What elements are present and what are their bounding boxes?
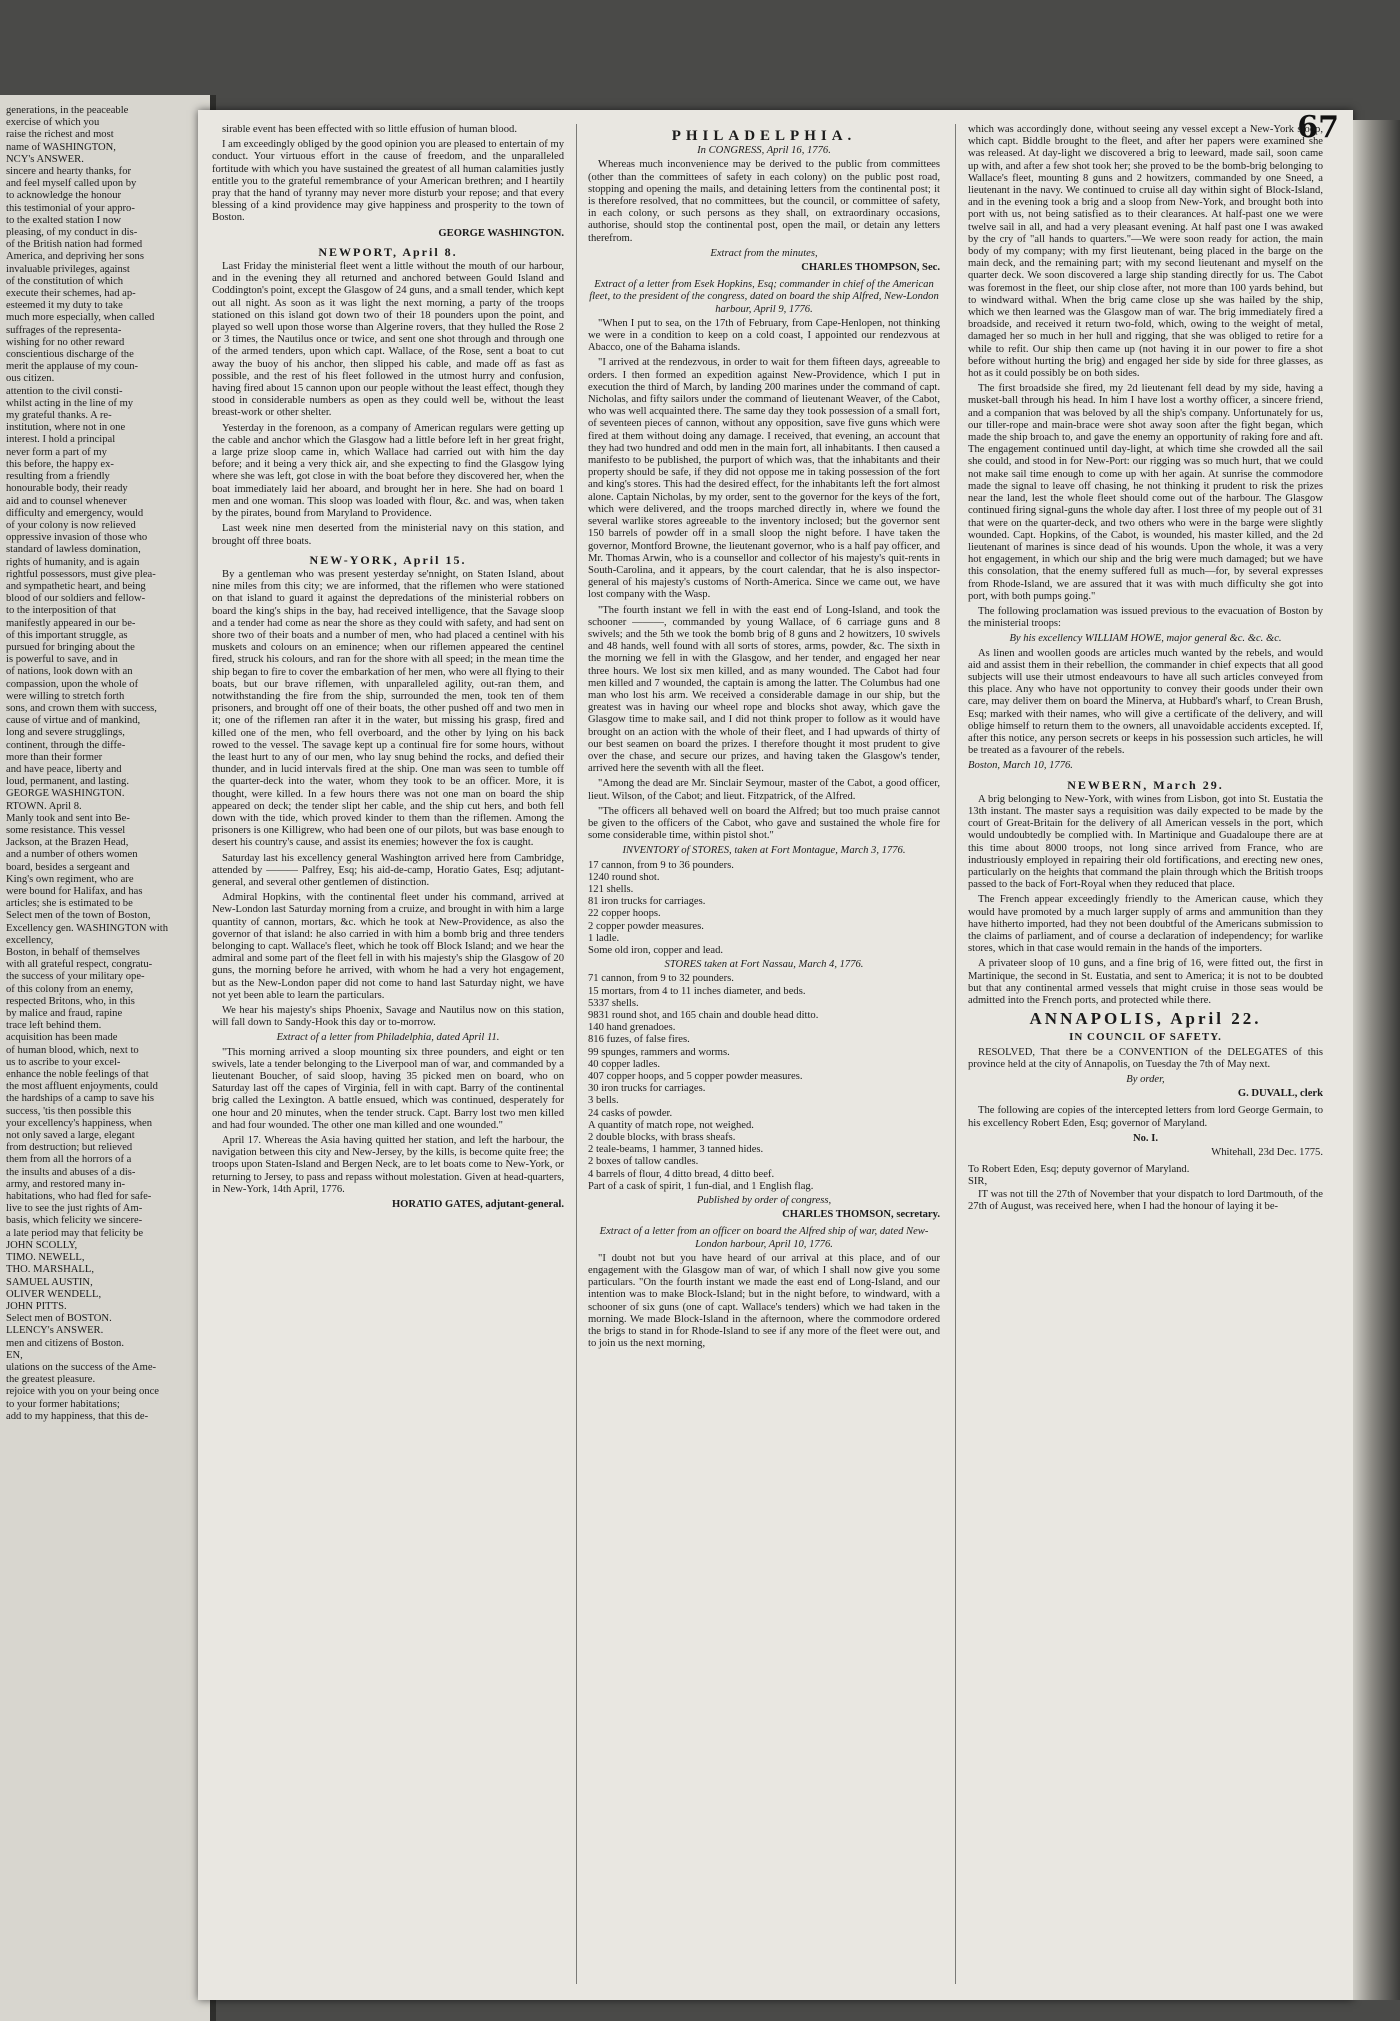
column-2 xyxy=(588,124,940,1994)
page-number: 67 xyxy=(1297,110,1339,145)
left-page-line: rejoice with you on your being once xyxy=(6,1386,159,1398)
left-page-line: success, 'tis then possible this xyxy=(6,1105,132,1117)
left-page-line: institution, where not in one xyxy=(6,422,126,434)
left-page-line: exercise of which you xyxy=(6,117,100,129)
paragraph: "I doubt not but you have heard of our arrival at this place, and of our engagement with the Glasgow man of war, of which I shall now give you some particulars. "On the fourth instant we made the east end of Long-Island, and our intention was to make Block-Island; but in the night before, to windward, with a schooner of six guns (one of capt. Wallace's tenders) which we had taken in the morning. We made Block-Island in the afternoon, where the commodore ordered the brigs to stand in for Rhode-Island to see if any more of the fleet were out, and to join us the next morning, xyxy=(588,1252,940,1350)
left-page-line: pursued for bringing about the xyxy=(6,641,135,653)
paragraph: I am exceedingly obliged by the good opinion you are pleased to entertain of my conduct. Your virtuous effort in the cause of freedom, and the unparalleled fortitude with which you have sustained the greatest of all human calamities justly entitle you to the grateful remembrance of your American brethren; and I heartily pray that the hand of tyranny may never more disturb your repose; and that every blessing of a kind providence may give happiness and prosperity to the town of Boston. xyxy=(212,139,564,224)
left-page-line: JOHN SCOLLY, xyxy=(6,1239,78,1251)
left-page-line: difficulty and emergency, would xyxy=(6,507,144,519)
inventory-item: 81 iron trucks for carriages. xyxy=(588,896,706,908)
letter-salutation: SIR, xyxy=(968,1176,988,1188)
letter-heading: Extract of a letter from Esek Hopkins, Esq; commander in chief of the American fleet, to the president of the congress, dated on board the ship Alfred, New-London harbour, April 9, 1776. xyxy=(589,279,939,315)
paragraph: The following are copies of the intercepted letters from lord George Germain, to his excellency Robert Eden, Esq; governor of Maryland. xyxy=(968,1105,1323,1129)
letter-date: Whitehall, 23d Dec. 1775. xyxy=(1211,1147,1323,1159)
left-page-line: board, besides a sergeant and xyxy=(6,861,130,873)
column-3 xyxy=(968,124,1323,1994)
column-rule xyxy=(955,124,956,1984)
inventory-item: 2 teale-beams, 1 hammer, 3 tanned hides. xyxy=(588,1144,764,1156)
left-page-line: respected Britons, who, in this xyxy=(6,995,135,1007)
left-page-line: RTOWN. April 8. xyxy=(6,800,82,812)
dateline-heading: NEW-YORK, April 15. xyxy=(309,552,467,567)
left-page-line: NCY's ANSWER. xyxy=(6,153,84,165)
left-page-line: resulting from a friendly xyxy=(6,471,110,483)
left-page-line: Select men of BOSTON. xyxy=(6,1313,112,1325)
left-page-line: to the interposition of that xyxy=(6,605,117,617)
paragraph: "The fourth instant we fell in with the east end of Long-Island, and took the schooner ———, commanded by young Wallace, of 6 carriage guns and 8 swivels; and the 5th we took the bomb brig of 8 guns and 2 howitzers, 10 swivels and 48 hands, well found with all sorts of stores, arms, powder, &c. The sixth in the morning we fell in with the Glasgow, and her tender, and engaged her near three hours. We lost six men killed, and as many wounded. The Cabot had four men killed and 7 wounded, the captain is among the latter. The Columbus had one man who lost his arm. We received a considerable damage in our ship, but the greatest was in having our wheel rope and blocks shot away, which gave the Glasgow time to make sail, and I did not think proper to follow as it would have brought on an action with the whole of their fleet, and I had upwards of thirty of our best seamen on board the prizes. I therefore thought it most prudent to give over the chase, and secure our prizes, and having taken the Glasgow's tender, arrived here the seventh with all the fleet. xyxy=(588,604,940,775)
left-page-line: were bound for Halifax, and has xyxy=(6,886,143,897)
left-page-line: compassion, upon the whole of xyxy=(6,678,139,690)
left-page-line: rights of humanity, and is again xyxy=(6,556,140,568)
inventory-item: 4 barrels of flour, 4 ditto bread, 4 ditto beef. xyxy=(588,1168,775,1180)
left-page-line: of the British nation had formed xyxy=(6,239,143,251)
paragraph: Whereas much inconvenience may be derived to the public from committees (other than the committees of safety in each colony) on the public post road, stopping and opening the mails, and detaining letters from the continental post; it is therefore resolved, that no committees, but the council, or committee of safety, in each colony, or such persons as they shall, on extraordinary occasions, authorise, should stop the continental post, open the mail, or detain any letters therefrom. xyxy=(588,159,940,244)
left-page-line: the most affluent enjoyments, could xyxy=(6,1081,158,1093)
left-page-line: invaluable privileges, against xyxy=(6,263,130,275)
inventory-item: Some old iron, copper and lead. xyxy=(588,945,724,956)
left-page-line: Jackson, at the Brazen Head, xyxy=(6,837,129,849)
signature: CHARLES THOMPSON, Sec. xyxy=(801,262,940,274)
letter-addressee: To Robert Eden, Esq; deputy governor of Maryland. xyxy=(968,1164,1190,1176)
left-page-line: this before, the happy ex- xyxy=(6,458,114,470)
left-page-line: of nations, look down with an xyxy=(6,666,133,678)
left-page-line: whilst acting in the line of my xyxy=(6,397,134,409)
paragraph: IT was not till the 27th of November that your dispatch to lord Dartmouth, of the 27th of August, was received here, when I had the honour of laying it be- xyxy=(968,1188,1323,1212)
paragraph: April 17. Whereas the Asia having quitted her station, and left the harbour, the navigation between this city and New-Jersey, by the kills, is become quite free; the troops upon Staten-Island and Bergen Neck, are to let boats come to New-York, or returning to Jersey, to pass and repass without molestation. Given at head-quarters, in New-York, 14th April, 1776. xyxy=(212,1135,564,1195)
left-page-line: men and citizens of Boston. xyxy=(6,1337,124,1349)
signature: CHARLES THOMSON, secretary. xyxy=(782,1209,940,1221)
inventory-item: 1240 round shot. xyxy=(588,871,660,883)
paragraph: Saturday last his excellency general Washington arrived here from Cambridge, attended by ——— Palfrey, Esq; his aid-de-camp, Horatio Gates, Esq; adjutant-general, and several other gentlemen of distinction. xyxy=(212,852,564,888)
left-page-line: sincere and hearty thanks, for xyxy=(6,166,132,178)
inventory-item: 3 bells. xyxy=(588,1095,619,1107)
left-page-line: army, and restored many in- xyxy=(6,1178,126,1190)
inventory-item: 15 mortars, from 4 to 11 inches diameter, and beds. xyxy=(588,985,806,997)
left-page-line: them from all the horrors of a xyxy=(6,1154,132,1166)
left-page-line: articles; she is estimated to be xyxy=(6,898,133,910)
left-page-line: from destruction; but relieved xyxy=(6,1142,133,1154)
inventory-item: A quantity of match rope, not weighed. xyxy=(588,1119,754,1131)
paragraph: As linen and woollen goods are articles much wanted by the rebels, and would aid and assist them in their rebellion, the commander in chief expects that all good subjects will use their utmost endeavours to have all such articles conveyed from this place. Any who have not opportunity to convey their goods under their own care, may deliver them on board the Minerva, at Hubbard's wharf, to Crean Brush, Esq; marked with their names, who will give a certificate of the delivery, and will oblige himself to return them to the owners, all unavoidable accidents excepted. If, after this notice, any person secrets or keeps in his possession such articles, he will be treated as a favourer of the rebels. xyxy=(968,647,1323,757)
paragraph: which was accordingly done, without seeing any vessel except a New-York sloop, which capt. Biddle brought to the fleet, and after her papers were examined she was released. At day-light we discovered a brig to leeward, made sail, soon came up with, and after a few shot took her; she proved to be the bomb-brig belonging to Wallace's fleet, mounting 8 guns and 2 howitzers, commanded by one Sneed, a lieutenant in the navy. We continued to cruise all day within sight of Block-Island, and in the evening took a brig and a sloop from New-York, and brought both into port with us, not being satisfied as to their clearances. At half-past one we were twelve sail in all, and had a very pleasant evening. At half past one I was awaked by the cry of "all hands to quarters."—We were soon ready for action, the main body of my company; with my first lieutenant, being placed in the barge on the main deck, and the remaining part; with my second lieutenant and myself on the quarter deck. We soon discovered a large ship standing directly for us. The Cabot was foremost in the fleet, our ship close after, not more than 100 yards behind, but to windward withal. When the brig came close up she was hailed by the ship, which we then learned was the Glasgow man of war. The brig immediately fired a broadside, and received it return two-fold, which, owing to the weight of metal, damaged her so much in her hull and rigging, that she was obliged to retire for a while to refit. Our ship then came up (not having it in our power to fire a shot before without hurting the brig) and engaged her side by side for three glasses, as hot as it could possibly be on both sides. xyxy=(968,124,1323,380)
left-page-line: enhance the noble feelings of that xyxy=(6,1069,149,1081)
inventory-item: 2 double blocks, with brass sheafs. xyxy=(588,1132,736,1144)
attribution: Published by order of congress, xyxy=(696,1195,832,1207)
left-page-line: ous citizen. xyxy=(6,373,55,385)
congress-heading: In CONGRESS, April 16, 1776. xyxy=(697,145,831,157)
column-1 xyxy=(212,124,564,1994)
inventory-item: 17 cannon, from 9 to 36 pounders. xyxy=(588,859,734,871)
left-page-line: raise the richest and most xyxy=(6,129,114,141)
left-page-line: some resistance. This vessel xyxy=(6,824,126,836)
left-page-line: conscientious discharge of the xyxy=(6,349,134,361)
book-page-edges xyxy=(1353,120,1400,2000)
paragraph: sirable event has been effected with so little effusion of human blood. xyxy=(222,124,517,135)
left-page-line: and have peace, liberty and xyxy=(6,763,122,775)
left-page-line: attention to the civil consti- xyxy=(6,385,123,397)
proclamation-heading: By his excellency WILLIAM HOWE, major general &c. &c. &c. xyxy=(1009,633,1282,645)
left-page-line: to your former habitations; xyxy=(6,1398,120,1410)
inventory-item: 816 fuzes, of false fires. xyxy=(588,1034,690,1046)
letter-heading: Extract of a letter from an officer on board the Alfred ship of war, dated New-London harbour, April 10, 1776. xyxy=(599,1226,929,1250)
left-page-line: is powerful to save, and in xyxy=(6,654,118,666)
left-page-line: of human blood, which, next to xyxy=(6,1044,139,1056)
letter-heading: Extract of a letter from Philadelphia, dated April 11. xyxy=(276,1032,500,1044)
newspaper-page xyxy=(198,110,1353,2000)
left-page-line: oppressive invasion of those who xyxy=(6,532,148,544)
inventory-item: 22 copper hoops. xyxy=(588,908,661,920)
left-page-line: habitations, who had fled for safe- xyxy=(6,1191,152,1203)
left-page-line: and feel myself called upon by xyxy=(6,178,137,190)
inventory-item: 9831 round shot, and 165 chain and double head ditto. xyxy=(588,1010,819,1022)
paragraph: The following proclamation was issued previous to the evacuation of Boston by the ministerial troops: xyxy=(968,605,1323,630)
left-page-line: EN, xyxy=(6,1349,23,1361)
left-page-line: the greatest pleasure. xyxy=(6,1374,96,1386)
paragraph: "The officers all behaved well on board the Alfred; but too much praise cannot be given to the officers of the Cabot, who gave and sustained the whole fire for some considerable time, within pistol shot." xyxy=(588,805,940,842)
inventory-item: 30 iron trucks for carriages. xyxy=(588,1083,706,1095)
left-page-line: by malice and fraud, rapine xyxy=(6,1008,123,1020)
left-facing-page xyxy=(0,95,216,2021)
inventory-item: 24 casks of powder. xyxy=(588,1107,673,1119)
left-page-line: SAMUEL AUSTIN, xyxy=(6,1276,93,1288)
left-page-line: interest. I hold a principal xyxy=(6,434,116,446)
left-page-line: trace left behind them. xyxy=(6,1020,102,1032)
left-page-line: GEORGE WASHINGTON. xyxy=(6,788,125,800)
paragraph: "Among the dead are Mr. Sinclair Seymour, master of the Cabot, a good officer, lieut. Wilson, of the Cabot; and lieut. Fitzpatrick, of the Alfred. xyxy=(588,778,940,802)
paragraph: "This morning arrived a sloop mounting six three pounders, and eight or ten swivels, late a tender belonging to the Liverpool man of war, and commanded by a lieutenant Boucher, of said sloop, having 35 picked men on board, who on Saturday last off the capes of Virginia, fell in with capt. Barry of the continental brig called the Lexington. A battle ensued, which was continued, desperately for one hour and 20 minutes, when the tender struck. Capt. Barry lost two men killed and had four wounded. The other one man killed and one wounded." xyxy=(212,1046,564,1131)
left-page-line: generations, in the peaceable xyxy=(6,105,129,116)
inventory-item: 2 boxes of tallow candles. xyxy=(588,1156,699,1168)
left-page-line: wishing for no other reward xyxy=(6,336,125,348)
left-page-line: and a number of others women xyxy=(6,849,138,861)
inventory-item: 2 copper powder measures. xyxy=(588,920,704,932)
paragraph: A brig belonging to New-York, with wines from Lisbon, got into St. Eustatia the 13th instant. The master says a requisition was daily expected to be made by the court of Great-Britain for the delivery of all American vessels in the port, which would undoubtedly be complied with. In Martinique and Guadaloupe there are at this time about 8000 troops, not long since arrived from France, who are industriously employed in repairing their old fortifications, and erecting new ones, particularly on the heights that command the plain through which the British troops passed to the back of Fort-Royal when they reduced that place. xyxy=(968,793,1323,891)
attribution: Extract from the minutes, xyxy=(710,247,818,259)
inventory-item: 5337 shells. xyxy=(588,997,639,1009)
left-page-line: Excellency gen. WASHINGTON with xyxy=(6,922,169,934)
left-page-line: OLIVER WENDELL, xyxy=(6,1288,102,1300)
inventory-item: 71 cannon, from 9 to 32 pounders. xyxy=(588,973,734,985)
left-page-line: Manly took and sent into Be- xyxy=(6,812,130,824)
left-page-line: honourable body, their ready xyxy=(6,483,128,495)
left-page-line: ulations on the success of the Ame- xyxy=(6,1361,157,1373)
left-page-line: esteemed it my duty to take xyxy=(6,300,123,312)
dateline-heading: NEWPORT, April 8. xyxy=(318,244,458,259)
left-page-line: aid and to counsel whenever xyxy=(6,495,127,507)
inventory-item: 1 ladle. xyxy=(588,932,620,944)
left-page-line: a late period may that felicity be xyxy=(6,1227,144,1239)
left-page-line: your excellency's happiness, when xyxy=(6,1117,153,1129)
left-page-line: sons, and crown them with success, xyxy=(6,702,157,714)
left-page-line: America, and depriving her sons xyxy=(6,251,144,263)
inventory-heading: INVENTORY of STORES, taken at Fort Montague, March 3, 1776. xyxy=(622,845,906,857)
left-page-line: JOHN PITTS. xyxy=(6,1300,67,1312)
left-page-line: more than their former xyxy=(6,751,103,763)
left-page-line: loud, permanent, and lasting. xyxy=(6,776,129,788)
left-page-line: not only saved a large, elegant xyxy=(6,1130,135,1142)
left-page-line: name of WASHINGTON, xyxy=(6,141,116,153)
left-page-line: basis, which felicity we sincere- xyxy=(6,1215,143,1227)
left-page-line: continent, through the diffe- xyxy=(6,739,126,751)
left-page-line: were willing to stretch forth xyxy=(6,690,125,702)
paragraph: The French appear exceedingly friendly to the American cause, which they would have promoted by a much larger supply of arms and ammunition than they have hitherto imported, had they not been doubtful of the Americans submission to the claims of parliament, and of course a declaration of independency; for warlike stores, which in that case would remain in the hands of the importers. xyxy=(968,894,1323,955)
inventory-item: 40 copper ladles. xyxy=(588,1058,661,1070)
inventory-item: 140 hand grenadoes. xyxy=(588,1022,676,1034)
left-page-line: King's own regiment, who are xyxy=(6,873,134,885)
left-page-line: long and severe strugglings, xyxy=(6,727,125,739)
left-page-line: TIMO. NEWELL, xyxy=(6,1252,85,1264)
by-order: By order, xyxy=(1126,1074,1165,1086)
council-heading: IN COUNCIL OF SAFETY. xyxy=(1069,1031,1222,1044)
paragraph: "When I put to sea, on the 17th of February, from Cape-Henlopen, not thinking we were in a condition to keep on a cold coast, I appointed our rendezvous at Abacco, one of the Bahama islands. xyxy=(588,317,940,354)
left-page-text xyxy=(6,105,196,1423)
left-page-line: of this colony from an enemy, xyxy=(6,983,133,995)
left-page-line: us to ascribe to your excel- xyxy=(6,1056,121,1068)
inventory-item: 121 shells. xyxy=(588,883,634,895)
left-page-line: with all grateful respect, congratu- xyxy=(6,959,153,971)
signature: GEORGE WASHINGTON. xyxy=(438,227,564,239)
left-page-line: manifestly appeared in our be- xyxy=(6,617,136,629)
left-page-line: to acknowledge the honour xyxy=(6,190,122,202)
left-page-line: excellency, xyxy=(6,934,54,946)
signature: HORATIO GATES, adjutant-general. xyxy=(391,1199,564,1211)
signature: G. DUVALL, clerk xyxy=(1237,1088,1323,1100)
dateline-heading: NEWBERN, March 29. xyxy=(1067,777,1224,792)
masthead-philadelphia: PHILADELPHIA. xyxy=(671,128,857,144)
paragraph: Last week nine men deserted from the ministerial navy on this station, and brought off three boats. xyxy=(212,523,564,547)
inventory-item: Part of a cask of spirit, 1 fun-dial, and 1 English flag. xyxy=(588,1180,814,1192)
inventory-heading: STORES taken at Fort Nassau, March 4, 1776. xyxy=(664,959,864,971)
left-page-line: of this important struggle, as xyxy=(6,629,128,641)
inventory-item: 99 spunges, rammers and worms. xyxy=(588,1046,730,1058)
paragraph: RESOLVED, That there be a CONVENTION of the DELEGATES of this province held at the city of Annapolis, on Tuesday the 7th of May next. xyxy=(968,1046,1323,1070)
left-page-line: the success of your military ope- xyxy=(6,971,145,983)
left-page-line: my grateful thanks. A re- xyxy=(6,410,112,422)
paragraph: Last Friday the ministerial fleet went a little without the mouth of our harbour, and in the evening they all returned and anchored between Gould Island and Coddington's point, except the Glasgow of 24 guns, and a small tender, which kept out all night. As soon as it was light the next morning, a party of the troops stationed on this island got down two of their 18 pounders upon the point, and played so well upon those worse than Algerine rovers, that they hulled the Rose 2 or 3 times, the Nautilus once or twice, and sent one shot through and through one of the armed tenders, upon which capt. Wallace, of the Rose, sent a boat to cut away the buoy of his anchor, then slipped his cable, and made off as fast as possible, and the rest of his fleet followed in the utmost hurry and confusion, having fired about 15 cannon upon our people without the least effect, though they stood in considerable numbers as open as they could well be, without the least breast-work or other shelter. xyxy=(212,261,564,419)
left-page-line: Boston, in behalf of themselves xyxy=(6,947,140,959)
paragraph: By a gentleman who was present yesterday se'nnight, on Staten Island, about nine miles from this city; we are informed, that the riflemen who were stationed on that island to guard it against the depredations of the ministerial robbers on board the king's ships in the bay, had received intelligence, that the Savage sloop and a tender had come as near the shore as they could with safety, and had sent on shore two of their boats and a number of men, who had placed a centinel with his muskets and colours on an eminence; when our riflemen appeared the centinel fired, struck his colours, and ran for the shore with all speed; in the mean time the ship began to fire to cover the embarkation of her men, who were all flying to their boats, but our brave riflemen, with unparalleled agility, out-ran them, and notwithstanding the fire from the ship, surrounded the men, took ten of them prisoners, and brought off one of their boats, the other pushed off and two men in it; one of the riflemen ran after it in the water, but missing his grasp, fired and killed one of the men, who fell overboard, and the other by lying on his back rowed to the vessel. The savage kept up a continual fire for some hours, without the least hurt to any of our men, who lay snug behind the rocks, and defied their thunder, and in lucid intervals fired at the ship. One man was seen to tumble off the quarter-deck into the water, whom they took to be an officer. More, it is thought, were killed. In a few hours there was not one man on board the ship appeared on deck; the tender slipt her cable, and the ship cut hers, and both fell down with the tide, which proved kinder to them than the riflemen. Among the prisoners is one Killigrew, who had been one of our pilots, but was base enough to desert his country's cause, and assist its enemies; however the fox is caught. xyxy=(212,568,564,849)
left-page-line: of the constitution of which xyxy=(6,275,124,287)
left-page-line: cause of virtue and of mankind, xyxy=(6,715,141,727)
left-page-line: acquisition has been made xyxy=(6,1032,118,1044)
left-page-line: rightful possessors, must give plea- xyxy=(6,568,156,580)
left-page-line: and sympathetic heart, and being xyxy=(6,580,146,592)
left-page-line: merit the applause of my coun- xyxy=(6,361,139,373)
left-page-line: suffrages of the representa- xyxy=(6,324,122,336)
left-page-line: THO. MARSHALL, xyxy=(6,1264,94,1276)
paragraph: The first broadside she fired, my 2d lieutenant fell dead by my side, having a musket-ball through his head. In him I have lost a worthy officer, a sincere friend, and a companion that was beloved by all the ship's company. Unfortunately for us, our tiller-rope and main-brace were shot away soon after the fight began, which made the ship broach to, and gave the enemy an opportunity of raking fore and aft. The engagement continued until day-light, at which time she crowded all the sail she could, and stood in for New-Port: our rigging was so much hurt, that we could not make sail time enough to come up with her again. At sunrise the commodore made the signal to leave off chasing, he not thinking it prudent to risk the prizes near the land, lest the whole fleet should come out of the harbour. The Glasgow continued firing signal-guns the whole day after. I lost three of my people out of 31 that were on the quarter-deck, and two others who were in the barge were slightly wounded. Capt. Hopkins, of the Cabot, is wounded, his master killed, and the 2d lieutenant of marines is since dead of his wounds. Upon the whole, it was a very hot engagement, in which our ship and the brig were much damaged; but we have this consolation, that the enemy suffered full as much—for, by several expresses from Rhode-Island, we are assured that it was with much difficulty she got into port, with both pumps going." xyxy=(968,383,1323,602)
left-page-line: blood of our soldiers and fellow- xyxy=(6,593,146,605)
inventory-item: 407 copper hoops, and 5 copper powder measures. xyxy=(588,1071,803,1083)
left-page-line: execute their schemes, had ap- xyxy=(6,288,136,300)
letter-number: No. I. xyxy=(1132,1132,1158,1144)
left-page-line: the insults and abuses of a dis- xyxy=(6,1166,136,1178)
paragraph: A privateer sloop of 10 guns, and a fine brig of 16, were fitted out, the first in Martinique, the second in St. Eustatia, and sent to America; it is not to be doubted but that any continental armed vessels that might cruise in those seas would be admitted into the French ports, and protected while there. xyxy=(968,958,1323,1007)
left-page-line: the hardships of a camp to save his xyxy=(6,1093,154,1105)
left-page-line: this testimonial of your appro- xyxy=(6,202,135,214)
left-page-line: pleasing, of my conduct in dis- xyxy=(6,227,138,239)
left-page-line: to the exalted station I now xyxy=(6,214,122,226)
left-page-line: add to my happiness, that this de- xyxy=(6,1410,149,1422)
column-rule xyxy=(576,124,577,1984)
left-page-line: much more especially, when called xyxy=(6,312,155,324)
proclamation-date: Boston, March 10, 1776. xyxy=(968,760,1073,772)
left-page-line: live to see the just rights of Am- xyxy=(6,1203,143,1215)
left-page-line: never form a part of my xyxy=(6,446,107,458)
dateline-annapolis: ANNAPOLIS, April 22. xyxy=(1029,1009,1262,1029)
paragraph: Admiral Hopkins, with the continental fleet under his command, arrived at New-London last Saturday morning from a cruize, and brought in with him a large quantity of cannon, mortars, &c. which he took at New-Providence, as also the governor of that island: he also carried in with him a bomb brig and three tenders belonging to capt. Wallace's fleet, which he took off Block Island; and we hear the admiral and some part of the fleet fell in with his majesty's ship the Glasgow of 20 guns, the morning before he arrived, with whom he had a very hot engagement, but as the New-London paper did not come to hand last Saturday night, we have not yet been able to learn the particulars. xyxy=(212,892,564,1001)
left-page-line: LLENCY's ANSWER. xyxy=(6,1325,104,1337)
left-page-line: of your colony is now relieved xyxy=(6,519,136,531)
left-page-line: Select men of the town of Boston, xyxy=(6,910,151,922)
left-page-line: standard of lawless domination, xyxy=(6,544,141,556)
paragraph: Yesterday in the forenoon, as a company of American regulars were getting up the cable and anchor which the Glasgow had a little before left in her great fright, a large prize sloop came in, which Wallace had carried out with him the day before; and it being a very thick air, and she expecting to find the Glasgow lying where she was left, got close in with the boat before they discovered her, when the boat immediately laid her aboard, and brought her in here. She had on board 1 men and one woman. This sloop was loaded with flour, &c. and was, when taken by the pirates, bound from Maryland to Providence. xyxy=(212,422,564,520)
paragraph: "I arrived at the rendezvous, in order to wait for them fifteen days, agreeable to orders. I then formed an expedition against New-Providence, which I put in execution the third of March, by landing 200 marines under the command of capt. Nicholas, and fifty sailors under the command of lieutenant Weaver, of the Cabot, who was well acquainted there. The same day they took possession of a small fort, of seventeen pieces of cannon, without any opposition, save five guns which were fired at them without doing any damage. I received, that evening, an account that they had two hundred and odd men in the main fort, all inhabitants. I then caused a manifesto to be published, the purport of which was, that the inhabitants and their property should be safe, if they did not oppose me in taking possession of the fort and king's stores. This had the desired effect, for the inhabitants left the fort almost alone. Captain Nicholas, by my order, sent to the governor for the keys of the fort, which were delivered, and the troops marched directly in, where we found the several warlike stores agreeable to the inventory inclosed; but the governor sent 150 barrels of powder off in a small sloop the night before. I have taken the governor, Montford Browne, the lieutenant governor, who is a half pay officer, and Mr. Thomas Arwin, who is a counsellor and collector of his majesty's quit-rents in South-Carolina, and it appears, by the court calendar, that he is also inspector-general of his majesty's customs of North-America. Since we came out, we have lost company with the Wasp. xyxy=(588,357,940,601)
paragraph: We hear his majesty's ships Phoenix, Savage and Nautilus now on this station, will fall down to Sandy-Hook this day or to-morrow. xyxy=(212,1005,564,1029)
